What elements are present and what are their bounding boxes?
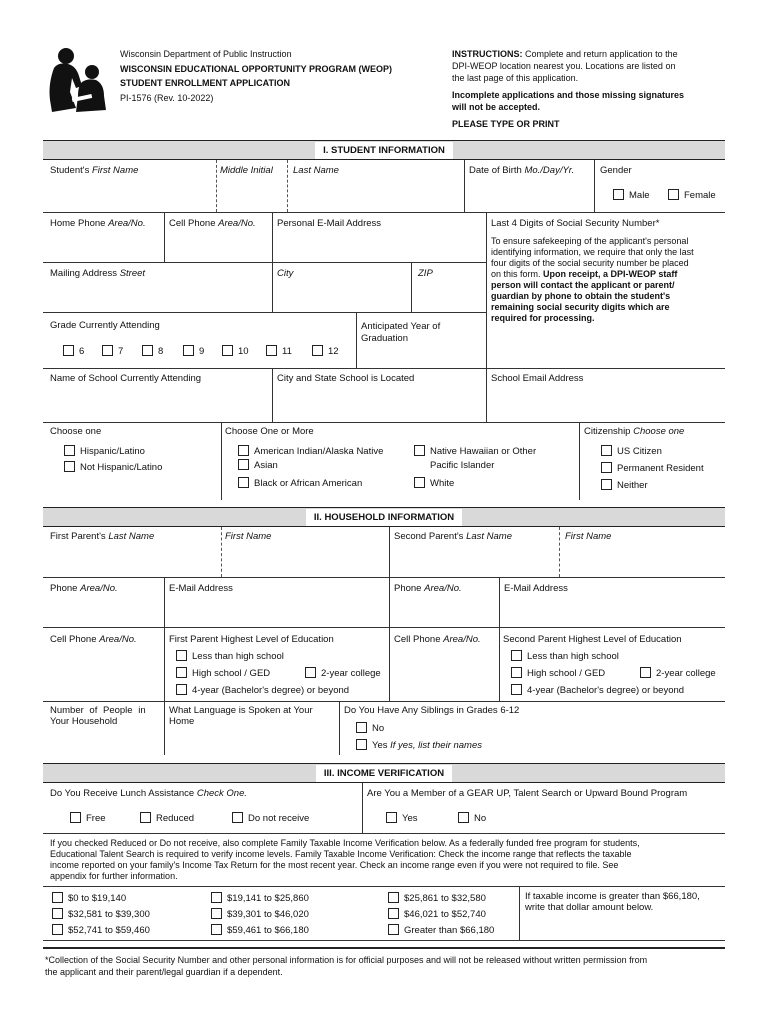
student-first-name-label: Student's First Name <box>50 165 139 176</box>
ssn-label: Last 4 Digits of Social Security Number* <box>491 218 660 229</box>
lunch-not-receive-checkbox[interactable] <box>232 812 243 823</box>
p2-edu-less-checkbox[interactable] <box>511 650 522 661</box>
lunch-free-label: Free <box>86 813 106 824</box>
divider <box>559 527 560 577</box>
divider <box>486 212 487 422</box>
grade-6-checkbox[interactable] <box>63 345 74 356</box>
hispanic-checkbox[interactable] <box>64 445 75 456</box>
instructions-line-3: the last page of this application. <box>452 73 579 83</box>
siblings-no-checkbox[interactable] <box>356 722 367 733</box>
lunch-free-checkbox[interactable] <box>70 812 81 823</box>
divider <box>579 422 580 500</box>
parent1-email-label: E-Mail Address <box>169 583 233 594</box>
income-range-3-label: $25,861 to $32,580 <box>404 893 486 904</box>
gear-up-label: Are You a Member of a GEAR UP, Talent Search or Upward Bound Program <box>367 788 688 799</box>
male-label: Male <box>629 190 650 201</box>
amind-checkbox[interactable] <box>238 445 249 456</box>
grade-9-label: 9 <box>199 346 205 357</box>
rule <box>43 627 725 628</box>
parent2-phone-label: Phone Area/No. <box>394 583 462 594</box>
rule <box>43 212 725 213</box>
divider <box>221 527 222 577</box>
ssn-explanation: To ensure safekeeping of the applicant's personal identifying information, we require that only the last four digits of the social security number be placed on this form. Upon receipt, a DPI-WEOP staff person will contact the applicant or parent/ guardian by phone to obtain the student's remaining social security digits which are required for processing. <box>491 236 694 323</box>
white-label: White <box>430 478 455 489</box>
divider <box>594 160 595 212</box>
divider <box>356 312 357 368</box>
parent1-last-name-label: First Parent's Last Name <box>50 531 155 542</box>
language-label-1: What Language is Spoken at Your <box>169 705 313 716</box>
not-hispanic-checkbox[interactable] <box>64 461 75 472</box>
income-range-6-label: $46,021 to $52,740 <box>404 909 486 920</box>
gear-yes-checkbox[interactable] <box>386 812 397 823</box>
p2-edu-4yr-label: 4-year (Bachelor's degree) or beyond <box>527 685 685 696</box>
divider <box>164 701 165 755</box>
p1-edu-hs-checkbox[interactable] <box>176 667 187 678</box>
dept-name: Wisconsin Department of Public Instruction <box>120 49 292 59</box>
instructions-line-1: INSTRUCTIONS: Complete and return application to the <box>452 49 678 59</box>
grade-10-label: 10 <box>238 346 249 357</box>
parent2-education-label: Second Parent Highest Level of Education <box>503 634 682 645</box>
section-household-header: II. HOUSEHOLD INFORMATION <box>43 507 725 527</box>
dob-label: Date of Birth Mo./Day/Yr. <box>469 165 575 176</box>
gender-label: Gender <box>600 165 632 176</box>
parent2-first-name-label: First Name <box>565 531 612 542</box>
black-checkbox[interactable] <box>238 477 249 488</box>
divider <box>164 212 165 262</box>
section-income-header: III. INCOME VERIFICATION <box>43 763 725 783</box>
asian-label: Asian <box>254 460 278 471</box>
us-citizen-checkbox[interactable] <box>601 445 612 456</box>
p1-edu-2yr-checkbox[interactable] <box>305 667 316 678</box>
warning-line-2: will not be accepted. <box>452 102 541 112</box>
divider <box>339 701 340 755</box>
race-label: Choose One or More <box>225 426 314 437</box>
grade-10-checkbox[interactable] <box>222 345 233 356</box>
section-student-header: I. STUDENT INFORMATION <box>43 140 725 160</box>
gear-no-checkbox[interactable] <box>458 812 469 823</box>
p2-edu-2yr-label: 2-year college <box>656 668 716 679</box>
parent1-education-label: First Parent Highest Level of Education <box>169 634 334 645</box>
middle-initial-label: Middle Initial <box>220 165 273 176</box>
divider <box>216 160 217 212</box>
grade-6-label: 6 <box>79 346 85 357</box>
p1-edu-hs-label: High school / GED <box>192 668 271 679</box>
grade-8-checkbox[interactable] <box>142 345 153 356</box>
p1-edu-2yr-label: 2-year college <box>321 668 381 679</box>
gear-yes-label: Yes <box>402 813 418 824</box>
cell-phone-label: Cell Phone Area/No. <box>169 218 256 229</box>
divider <box>164 627 165 701</box>
divider <box>362 783 363 833</box>
p2-edu-2yr-checkbox[interactable] <box>640 667 651 678</box>
siblings-label: Do You Have Any Siblings in Grades 6-12 <box>344 705 520 716</box>
language-label-2: Home <box>169 716 195 727</box>
greater-income-label-2: write that dollar amount below. <box>525 902 654 913</box>
school-city-label: City and State School is Located <box>277 373 415 384</box>
divider <box>221 422 222 500</box>
white-checkbox[interactable] <box>414 477 425 488</box>
hawaiian-checkbox[interactable] <box>414 445 425 456</box>
parent1-phone-label: Phone Area/No. <box>50 583 118 594</box>
income-range-8-checkbox[interactable] <box>211 924 222 935</box>
parent2-email-label: E-Mail Address <box>504 583 568 594</box>
divider <box>411 262 412 312</box>
income-range-8-label: $59,461 to $66,180 <box>227 925 309 936</box>
neither-label: Neither <box>617 480 648 491</box>
divider <box>272 212 273 262</box>
divider <box>164 577 165 627</box>
program-name: WISCONSIN EDUCATIONAL OPPORTUNITY PROGRAM (WEOP) <box>120 64 393 74</box>
grade-label: Grade Currently Attending <box>50 320 160 331</box>
form-title: STUDENT ENROLLMENT APPLICATION <box>120 78 290 88</box>
email-label: Personal E-Mail Address <box>277 218 382 229</box>
income-range-9-checkbox[interactable] <box>388 924 399 935</box>
hispanic-label: Hispanic/Latino <box>80 446 145 457</box>
rule <box>43 833 725 834</box>
black-label: Black or African American <box>254 478 363 489</box>
neither-checkbox[interactable] <box>601 479 612 490</box>
citizenship-label: Citizenship Choose one <box>584 426 685 437</box>
p2-edu-4yr-checkbox[interactable] <box>511 684 522 695</box>
lunch-reduced-checkbox[interactable] <box>140 812 151 823</box>
p2-edu-hs-checkbox[interactable] <box>511 667 522 678</box>
p1-edu-less-checkbox[interactable] <box>176 650 187 661</box>
home-phone-label: Home Phone Area/No. <box>50 218 146 229</box>
p1-edu-4yr-checkbox[interactable] <box>176 684 187 695</box>
us-citizen-label: US Citizen <box>617 446 662 457</box>
grade-12-label: 12 <box>328 346 339 357</box>
siblings-no-label: No <box>372 723 385 734</box>
parent1-cell-label: Cell Phone Area/No. <box>50 634 137 645</box>
male-checkbox[interactable] <box>613 189 624 200</box>
income-range-6-checkbox[interactable] <box>388 908 399 919</box>
grade-12-checkbox[interactable] <box>312 345 323 356</box>
household-size-label-2: Your Household <box>50 716 118 727</box>
city-label: City <box>277 268 294 279</box>
type-or-print: PLEASE TYPE OR PRINT <box>452 119 560 129</box>
divider <box>389 627 390 701</box>
income-instructions: If you checked Reduced or Do not receive, also complete Family Taxable Income Verification below. As a federally funded free program for students, Educational Talent Search is required to verify income levels. Family Taxable Income Verification: Check the income range that reflects the taxable income reported on your family's Income Tax Return for the most recent year. Check an income range even if you were not required to file. See appendix for further information. <box>50 838 640 881</box>
rule <box>43 577 725 578</box>
rule <box>43 422 725 423</box>
divider <box>389 527 390 577</box>
permanent-resident-checkbox[interactable] <box>601 462 612 473</box>
divider <box>287 160 288 212</box>
rule <box>43 940 725 941</box>
lunch-reduced-label: Reduced <box>156 813 195 824</box>
divider <box>272 368 273 422</box>
parent1-first-name-label: First Name <box>225 531 272 542</box>
anticipated-label-2: Graduation <box>361 333 409 344</box>
grade-7-checkbox[interactable] <box>102 345 113 356</box>
instructions-label: INSTRUCTIONS: <box>452 49 523 59</box>
rule <box>43 947 725 949</box>
income-range-3-checkbox[interactable] <box>388 892 399 903</box>
anticipated-label-1: Anticipated Year of <box>361 321 441 332</box>
school-email-label: School Email Address <box>491 373 584 384</box>
lunch-not-receive-label: Do not receive <box>248 813 310 824</box>
household-size-label-1: Number of People in <box>50 705 146 716</box>
amind-label: American Indian/Alaska Native <box>254 446 384 457</box>
income-range-4-label: $32,581 to $39,300 <box>68 909 150 920</box>
siblings-yes-checkbox[interactable] <box>356 739 367 750</box>
grade-7-label: 7 <box>118 346 124 357</box>
grade-8-label: 8 <box>158 346 164 357</box>
siblings-yes-label: Yes If yes, list their names <box>372 740 483 751</box>
footer-note-line-2: the applicant and their parent/legal guardian if a dependent. <box>45 967 283 977</box>
income-range-7-label: $52,741 to $59,460 <box>68 925 150 936</box>
lunch-assistance-label: Do You Receive Lunch Assistance Check One. <box>50 788 247 799</box>
income-range-2-label: $19,141 to $25,860 <box>227 893 309 904</box>
grade-11-checkbox[interactable] <box>266 345 277 356</box>
hawaiian-label-2: Pacific Islander <box>430 460 495 471</box>
rule <box>43 262 486 263</box>
divider <box>272 262 273 312</box>
greater-income-label-1: If taxable income is greater than $66,180, <box>525 891 700 902</box>
rule <box>43 701 725 702</box>
divider <box>464 160 465 212</box>
income-range-1-checkbox[interactable] <box>52 892 63 903</box>
divider <box>519 886 520 940</box>
p2-edu-less-label: Less than high school <box>527 651 619 662</box>
last-name-label: Last Name <box>293 165 339 176</box>
mailing-address-label: Mailing Address Street <box>50 268 146 279</box>
divider <box>389 577 390 627</box>
asian-checkbox[interactable] <box>238 459 249 470</box>
not-hispanic-label: Not Hispanic/Latino <box>80 462 163 473</box>
instructions-line-2: DPI-WEOP location nearest you. Locations are listed on <box>452 61 676 71</box>
rule <box>43 312 486 313</box>
divider <box>499 577 500 627</box>
zip-label: ZIP <box>418 268 433 279</box>
rule <box>43 886 725 887</box>
ethnicity-label: Choose one <box>50 426 102 437</box>
income-range-9-label: Greater than $66,180 <box>404 925 495 936</box>
female-checkbox[interactable] <box>668 189 679 200</box>
income-range-4-checkbox[interactable] <box>52 908 63 919</box>
parent2-cell-label: Cell Phone Area/No. <box>394 634 481 645</box>
weop-logo <box>46 46 112 114</box>
warning-line-1: Incomplete applications and those missing signatures <box>452 90 685 100</box>
footer-note-line-1: *Collection of the Social Security Number and other personal information is for official purposes and will not be released without written permission from <box>45 955 648 965</box>
permanent-resident-label: Permanent Resident <box>617 463 704 474</box>
form-number: PI-1576 (Rev. 10-2022) <box>120 93 214 103</box>
female-label: Female <box>684 190 716 201</box>
gear-no-label: No <box>474 813 487 824</box>
hawaiian-label-1: Native Hawaiian or Other <box>430 446 537 457</box>
rule <box>43 368 725 369</box>
income-range-5-checkbox[interactable] <box>211 908 222 919</box>
school-name-label: Name of School Currently Attending <box>50 373 202 384</box>
income-range-7-checkbox[interactable] <box>52 924 63 935</box>
p2-edu-hs-label: High school / GED <box>527 668 606 679</box>
grade-11-label: 11 <box>282 346 292 357</box>
income-range-1-label: $0 to $19,140 <box>68 893 127 904</box>
grade-9-checkbox[interactable] <box>183 345 194 356</box>
divider <box>499 627 500 701</box>
income-range-2-checkbox[interactable] <box>211 892 222 903</box>
parent2-last-name-label: Second Parent's Last Name <box>394 531 512 542</box>
p1-edu-less-label: Less than high school <box>192 651 284 662</box>
income-range-5-label: $39,301 to $46,020 <box>227 909 309 920</box>
p1-edu-4yr-label: 4-year (Bachelor's degree) or beyond <box>192 685 350 696</box>
